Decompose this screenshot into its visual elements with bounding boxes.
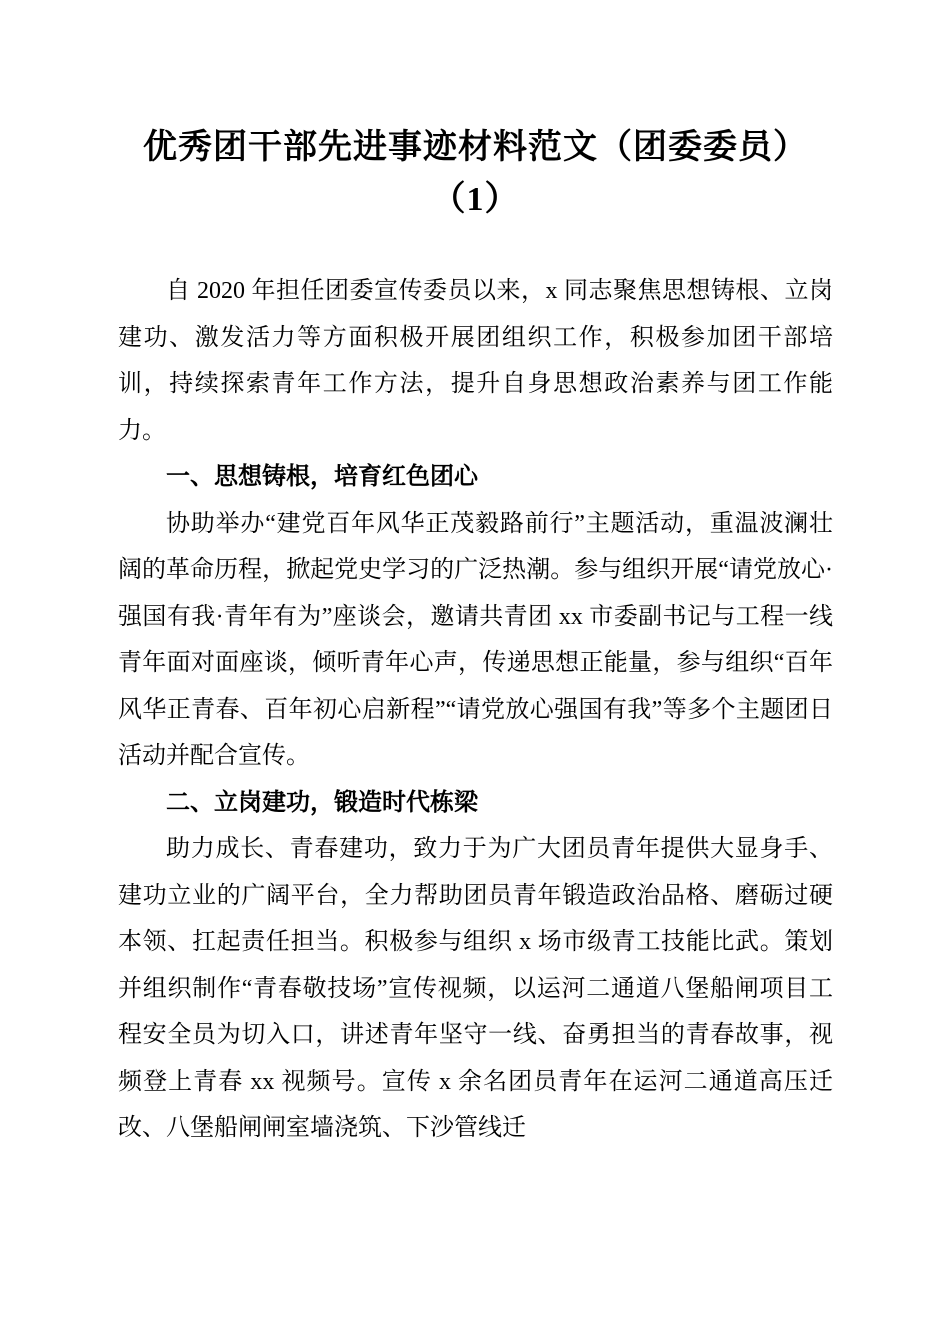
paragraph-intro: 自 2020 年担任团委宣传委员以来，x 同志聚焦思想铸根、立岗建功、激发活力等方面积极开展团组织工作，积极参加团干部培训，持续探索青年工作方法，提升自身思想政治素养与团工作能力。 [118,278,833,444]
paragraph-section-1: 协助举办“建党百年风华正茂毅路前行”主题活动，重温波澜壮阔的革命历程，掀起党史学习的广泛热潮。参与组织开展“请党放心·强国有我·青年有为”座谈会，邀请共青团 xx 市委副书记与工程一线青年面对面座谈，倾听青年心声，传递思想正能量，参与组织“百年风华正青春、百年初心启新程”“请党放心强国有我”等多个主题团日活动并配合宣传。 [118,510,833,769]
document-title-line-1: 优秀团干部先进事迹材料范文（团委委员） [143,129,808,166]
document-title [118,122,833,226]
section-heading-1: 一、思想铸根，培育红色团心 [166,463,478,490]
paragraph-section-2: 助力成长、青春建功，致力于为广大团员青年提供大显身手、建功立业的广阔平台，全力帮助团员青年锻造政治品格、磨砺过硬本领、扛起责任担当。积极参与组织 x 场市级青工技能比武。策划并组织制作“青春敬技场”宣传视频，以运河二通道八堡船闸项目工程安全员为切入口，讲述青年坚守一线、奋勇担当的青春故事，视频登上青春 xx 视频号。宣传 x 余名团员青年在运河二通道高压迁改、八堡船闸闸室墙浇筑、下沙管线迁 [118,836,833,1141]
section-heading-2: 二、立岗建功，锻造时代栋梁 [166,788,478,816]
document-title-line-2: （1） [431,181,520,218]
